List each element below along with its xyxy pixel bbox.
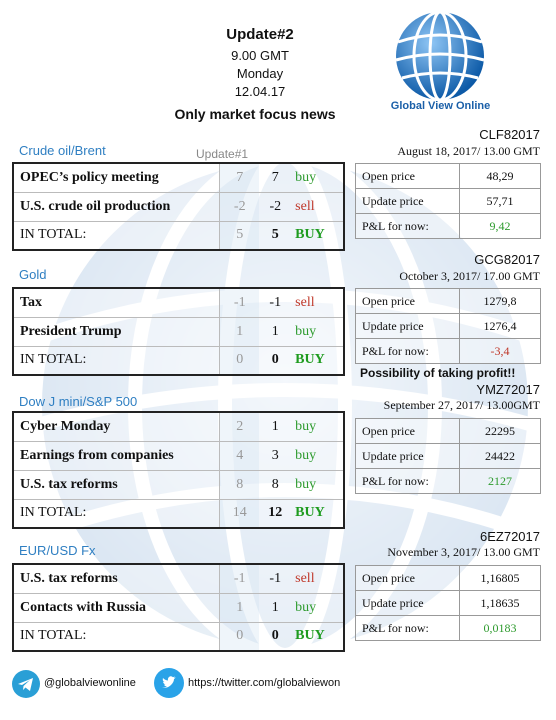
row-cur: 1 — [259, 317, 291, 346]
section-title-gold: Gold — [19, 267, 47, 282]
section-title-eurusd: EUR/USD Fx — [19, 543, 96, 558]
open-price-value: 48,29 — [460, 164, 541, 189]
row-prev: -2 — [220, 192, 260, 221]
trade-date-crude: August 18, 2017/ 13.00 GMT — [397, 144, 540, 158]
row-cur: 8 — [259, 470, 291, 499]
table-row — [13, 317, 344, 346]
pl-table-eurusd — [355, 565, 541, 641]
row-name: Cyber Monday — [13, 412, 220, 441]
total-label: IN TOTAL: — [13, 346, 220, 375]
table-row — [13, 163, 344, 192]
update-price-value: 24422 — [460, 444, 541, 469]
update-price-value: 57,71 — [460, 189, 541, 214]
total-cur: 5 — [259, 221, 291, 250]
total-prev: 5 — [220, 221, 260, 250]
row-prev: -1 — [220, 564, 260, 593]
total-cur: 12 — [259, 499, 291, 528]
table-row — [13, 192, 344, 221]
row-action: sell — [291, 192, 344, 221]
total-cur: 0 — [259, 622, 291, 651]
row-name: President Trump — [13, 317, 220, 346]
row-cur: 3 — [259, 441, 291, 470]
row-prev: 4 — [220, 441, 260, 470]
total-row — [13, 346, 344, 375]
update-price-value: 1276,4 — [460, 314, 541, 339]
row-name: OPEC’s policy meeting — [13, 163, 220, 192]
row-name: Tax — [13, 288, 220, 317]
total-row — [13, 221, 344, 250]
row-name: U.S. crude oil production — [13, 192, 220, 221]
row-cur: 1 — [259, 593, 291, 622]
row-cur: 1 — [259, 412, 291, 441]
update-price-label: Update price — [356, 189, 460, 214]
section-title-crude: Crude oil/Brent — [19, 143, 106, 158]
telegram-handle[interactable]: @globalviewonline — [44, 677, 136, 689]
total-prev: 0 — [220, 346, 260, 375]
row-name: U.S. tax reforms — [13, 470, 220, 499]
logo-text: Global View Online — [390, 100, 491, 112]
pl-table-crude — [355, 163, 541, 239]
row-name: U.S. tax reforms — [13, 564, 220, 593]
open-price-label: Open price — [356, 289, 460, 314]
row-prev: 2 — [220, 412, 260, 441]
total-row — [13, 499, 344, 528]
header-day: Monday — [236, 66, 284, 81]
page-title: Update#2 — [226, 26, 294, 43]
total-label: IN TOTAL: — [13, 499, 220, 528]
pl-value: 9,42 — [460, 214, 541, 239]
footer — [0, 666, 556, 706]
ticker-crude: CLF82017 — [479, 127, 540, 142]
pl-value: -3,4 — [460, 339, 541, 364]
pl-label: P&L for now: — [356, 469, 460, 494]
row-prev: 8 — [220, 470, 260, 499]
row-cur: -1 — [259, 288, 291, 317]
table-row — [13, 470, 344, 499]
row-action: sell — [291, 288, 344, 317]
row-prev: 7 — [220, 163, 260, 192]
ticker-gold: GCG82017 — [474, 252, 540, 267]
row-action: sell — [291, 564, 344, 593]
row-action: buy — [291, 317, 344, 346]
trade-date-dow: September 27, 2017/ 13.00GMT — [383, 398, 540, 412]
open-price-label: Open price — [356, 164, 460, 189]
twitter-link[interactable]: https://twitter.com/globalviewon — [188, 677, 341, 689]
table-row — [13, 593, 344, 622]
open-price-value: 22295 — [460, 419, 541, 444]
row-action: buy — [291, 593, 344, 622]
row-action: buy — [291, 163, 344, 192]
total-row — [13, 622, 344, 651]
open-price-value: 1,16805 — [460, 566, 541, 591]
total-action: BUY — [291, 622, 344, 651]
table-row — [13, 288, 344, 317]
row-action: buy — [291, 441, 344, 470]
total-action: BUY — [291, 499, 344, 528]
total-label: IN TOTAL: — [13, 622, 220, 651]
pl-label: P&L for now: — [356, 616, 460, 641]
trade-date-eurusd: November 3, 2017/ 13.00 GMT — [387, 545, 540, 559]
telegram-icon[interactable] — [12, 670, 40, 698]
header-date: 12.04.17 — [234, 84, 286, 99]
pl-label: P&L for now: — [356, 339, 460, 364]
focus-heading: Only market focus news — [174, 106, 336, 122]
update-price-label: Update price — [356, 591, 460, 616]
focus-table-dow — [12, 411, 345, 529]
pl-value: 2127 — [460, 469, 541, 494]
row-prev: -1 — [220, 288, 260, 317]
row-name: Contacts with Russia — [13, 593, 220, 622]
ticker-dow: YMZ72017 — [476, 382, 540, 397]
focus-table-gold — [12, 287, 345, 376]
total-label: IN TOTAL: — [13, 221, 220, 250]
table-row — [13, 564, 344, 593]
total-action: BUY — [291, 346, 344, 375]
row-prev: 1 — [220, 593, 260, 622]
row-name: Earnings from companies — [13, 441, 220, 470]
pl-value: 0,0183 — [460, 616, 541, 641]
update-price-value: 1,18635 — [460, 591, 541, 616]
ticker-eurusd: 6EZ72017 — [480, 529, 540, 544]
section-title-dow: Dow J mini/S&P 500 — [19, 394, 138, 409]
open-price-label: Open price — [356, 566, 460, 591]
twitter-icon[interactable] — [154, 668, 184, 698]
pl-table-dow — [355, 418, 541, 494]
globe-logo — [385, 8, 495, 104]
open-price-value: 1279,8 — [460, 289, 541, 314]
profit-note: Possibility of taking profit!! — [360, 366, 516, 380]
row-action: buy — [291, 470, 344, 499]
row-cur: -1 — [259, 564, 291, 593]
trade-date-gold: October 3, 2017/ 17.00 GMT — [399, 269, 540, 283]
total-prev: 14 — [220, 499, 260, 528]
update-price-label: Update price — [356, 444, 460, 469]
total-prev: 0 — [220, 622, 260, 651]
open-price-label: Open price — [356, 419, 460, 444]
table-row — [13, 441, 344, 470]
pl-table-gold — [355, 288, 541, 364]
total-cur: 0 — [259, 346, 291, 375]
row-prev: 1 — [220, 317, 260, 346]
update-price-label: Update price — [356, 314, 460, 339]
pl-label: P&L for now: — [356, 214, 460, 239]
focus-table-crude — [12, 162, 345, 251]
header-time: 9.00 GMT — [231, 48, 289, 63]
row-action: buy — [291, 412, 344, 441]
focus-table-eurusd — [12, 563, 345, 652]
total-action: BUY — [291, 221, 344, 250]
update-label: Update#1 — [196, 147, 249, 161]
row-cur: -2 — [259, 192, 291, 221]
row-cur: 7 — [259, 163, 291, 192]
table-row — [13, 412, 344, 441]
